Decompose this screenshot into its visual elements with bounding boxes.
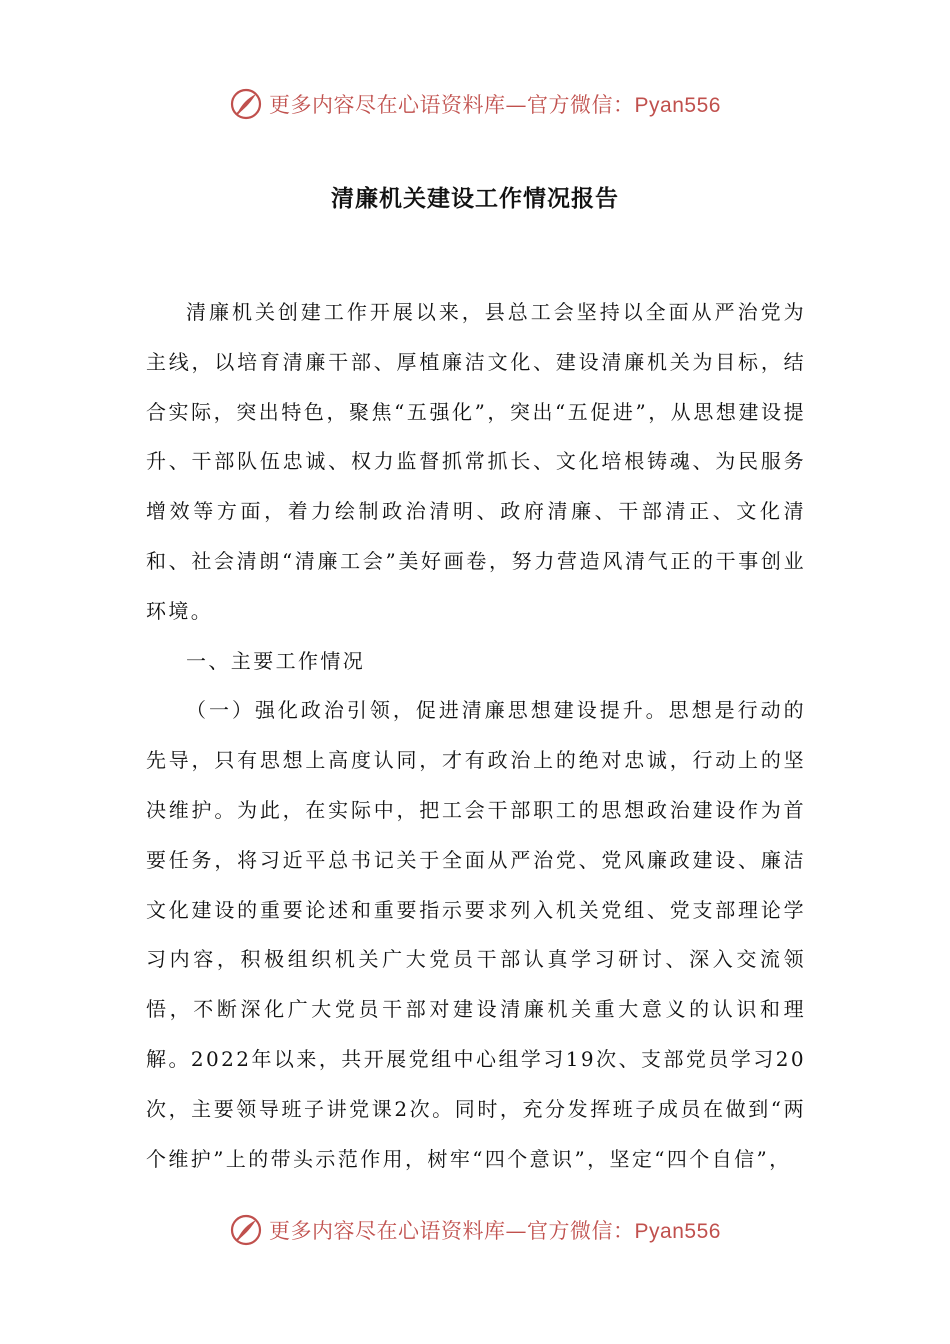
watermark-handle: Pyan556 xyxy=(634,1220,721,1243)
watermark-text: 更多内容尽在心语资料库—官方微信：Pyan556 xyxy=(269,93,721,117)
quill-logo-icon xyxy=(229,87,263,121)
watermark-text: 更多内容尽在心语资料库—官方微信：Pyan556 xyxy=(269,1219,721,1243)
watermark-header xyxy=(0,84,950,124)
watermark-footer xyxy=(0,1210,950,1250)
document-title: 清廉机关建设工作情况报告 xyxy=(331,186,619,212)
section-heading: 一、主要工作情况 xyxy=(186,648,366,673)
document-body xyxy=(146,288,806,1184)
watermark-handle: Pyan556 xyxy=(634,94,721,117)
paragraph-intro: 清廉机关创建工作开展以来，县总工会坚持以全面从严治党为主线，以培育清廉干部、厚植廉洁文化、建设清廉机关为目标，结合实际，突出特色，聚焦“五强化”，突出“五促进”，从思想建设提升、干部队伍忠诚、权力监督抓常抓长、文化培根铸魂、为民服务增效等方面，着力绘制政治清明、政府清廉、干部清正、文化清和、社会清朗“清廉工会”美好画卷，努力营造风清气正的干事创业环境。 xyxy=(146,300,806,623)
quill-logo-icon xyxy=(229,1213,263,1247)
paragraph-section-1: （一）强化政治引领，促进清廉思想建设提升。思想是行动的先导，只有思想上高度认同，才有政治上的绝对忠诚，行动上的坚决维护。为此，在实际中，把工会干部职工的思想政治建设作为首要任务，将习近平总书记关于全面从严治党、党风廉政建设、廉洁文化建设的重要论述和重要指示要求列入机关党组、党支部理论学习内容，积极组织机关广大党员干部认真学习研讨、深入交流领悟，不断深化广大党员干部对建设清廉机关重大意义的认识和理解。2022年以来，共开展党组中心组学习19次、支部党员学习20次，主要领导班子讲党课2次。同时，充分发挥班子成员在做到“两个维护”上的带头示范作用，树牢“四个意识”，坚定“四个自信”， xyxy=(146,698,806,1171)
